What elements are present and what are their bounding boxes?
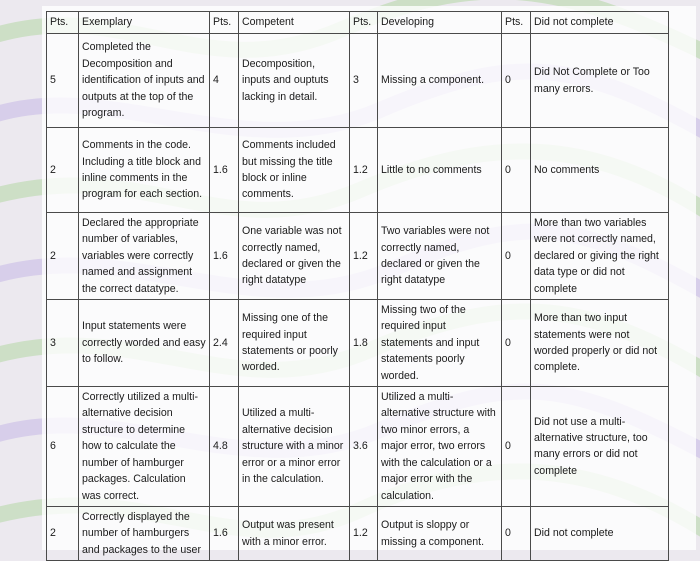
table-header-row [47,12,669,34]
header-did-not-complete: Did not complete [531,12,669,34]
developing-criteria: Output is sloppy or missing a component. [378,506,502,560]
header-developing: Developing [378,12,502,34]
competent-points: 1.6 [210,128,239,213]
header-competent: Competent [239,12,350,34]
competent-points: 1.6 [210,506,239,560]
competent-criteria: Output was present with a minor error. [239,506,350,560]
developing-points: 1.2 [350,506,378,560]
developing-points: 1.2 [350,213,378,300]
exemplary-points: 3 [47,300,79,387]
exemplary-points: 5 [47,34,79,128]
dnc-criteria: No comments [531,128,669,213]
developing-criteria: Missing a component. [378,34,502,128]
dnc-criteria: Did not use a multi-alternative structure, too many errors or did not complete [531,387,669,507]
table-row [47,300,669,387]
dnc-points: 0 [502,506,531,560]
header-pts: Pts. [210,12,239,34]
table-row [47,506,669,560]
header-exemplary: Exemplary [79,12,210,34]
competent-criteria: Missing one of the required input statements or poorly worded. [239,300,350,387]
exemplary-criteria: Completed the Decomposition and identification of inputs and outputs at the top of the program. [79,34,210,128]
competent-points: 4.8 [210,387,239,507]
developing-points: 1.2 [350,128,378,213]
competent-points: 2.4 [210,300,239,387]
table-row [47,128,669,213]
table-row [47,34,669,128]
competent-points: 4 [210,34,239,128]
competent-criteria: Utilized a multi-alternative decision structure with a minor error or a minor error in the calculation. [239,387,350,507]
developing-points: 1.8 [350,300,378,387]
exemplary-criteria: Declared the appropriate number of variables, variables were correctly named and assignment the correct datatype. [79,213,210,300]
competent-points: 1.6 [210,213,239,300]
table-row [47,213,669,300]
exemplary-points: 2 [47,128,79,213]
header-pts: Pts. [47,12,79,34]
exemplary-points: 6 [47,387,79,507]
developing-criteria: Utilized a multi-alternative structure with two minor errors, a major error, two errors with the calculation or a major error with the calculation. [378,387,502,507]
developing-points: 3 [350,34,378,128]
dnc-points: 0 [502,34,531,128]
exemplary-criteria: Correctly displayed the number of hamburgers and packages to the user [79,506,210,560]
dnc-points: 0 [502,300,531,387]
header-pts: Pts. [502,12,531,34]
developing-criteria: Little to no comments [378,128,502,213]
competent-criteria: Comments included but missing the title block or inline comments. [239,128,350,213]
exemplary-criteria: Input statements were correctly worded and easy to follow. [79,300,210,387]
exemplary-points: 2 [47,213,79,300]
dnc-points: 0 [502,128,531,213]
dnc-points: 0 [502,213,531,300]
dnc-criteria: More than two variables were not correctly named, declared or giving the right data type or did not complete [531,213,669,300]
exemplary-points: 2 [47,506,79,560]
developing-points: 3.6 [350,387,378,507]
grading-rubric-table [46,11,669,561]
competent-criteria: One variable was not correctly named, declared or given the right datatype [239,213,350,300]
dnc-criteria: More than two input statements were not worded properly or did not complete. [531,300,669,387]
header-pts: Pts. [350,12,378,34]
dnc-points: 0 [502,387,531,507]
dnc-criteria: Did not complete [531,506,669,560]
exemplary-criteria: Comments in the code. Including a title block and inline comments in the program for each section. [79,128,210,213]
developing-criteria: Two variables were not correctly named, declared or given the right datatype [378,213,502,300]
developing-criteria: Missing two of the required input statements and input statements poorly worded. [378,300,502,387]
competent-criteria: Decomposition, inputs and ouptuts lacking in detail. [239,34,350,128]
exemplary-criteria: Correctly utilized a multi-alternative decision structure to determine how to calculate the number of hamburger packages. Calculation was correct. [79,387,210,507]
table-row [47,387,669,507]
dnc-criteria: Did Not Complete or Too many errors. [531,34,669,128]
